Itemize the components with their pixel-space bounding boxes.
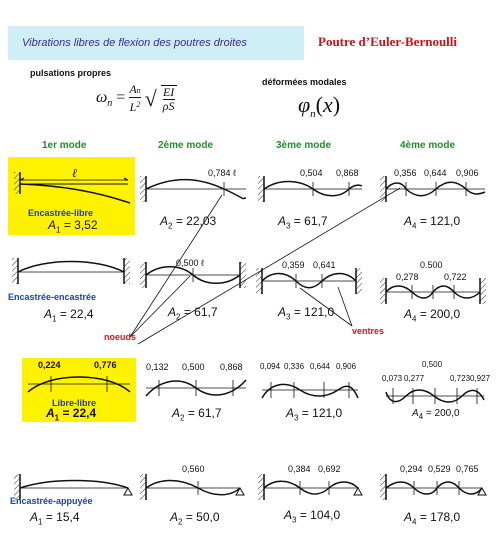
row1-mode4-shape	[380, 176, 485, 202]
ventres-annotation: ventres	[352, 326, 385, 336]
node-label-r3-m2-c: 0,868	[220, 362, 243, 372]
mode-heading-3: 3ème mode	[276, 140, 332, 151]
node-label-r4-m4-b: 0,529	[428, 464, 451, 474]
node-label-r2-m3-b: 0,641	[313, 260, 336, 270]
node-label-r3-m3-d: 0,906	[336, 362, 357, 371]
deformees-label: déformées modales	[262, 77, 347, 87]
node-label-r3-m1-a: 0,224	[38, 360, 61, 370]
node-label-r1-m3-b: 0,868	[336, 168, 359, 178]
node-label-r4-m4-a: 0,294	[400, 464, 423, 474]
mode-heading-4: 4ème mode	[400, 140, 456, 151]
coef-r4-m3: $A_3 = 104,0$	[284, 508, 341, 525]
pulsations-label: pulsations propres	[30, 68, 112, 78]
node-label-r2-m2: 0,500 ℓ	[176, 258, 204, 268]
node-label-r1-m3-a: 0,504	[300, 168, 323, 178]
bc-label-row3: Libre-libre	[52, 398, 97, 408]
length-symbol: ℓ	[72, 166, 77, 180]
omega-formula: $\omega_n$ = $\frac{An}{L^2}$ √ $\frac{EI}{\rho S}$	[96, 82, 175, 114]
node-label-r3-m4-d: 0,723	[450, 374, 471, 383]
coef-r3-m3: $A_3 = 121,0$	[286, 406, 343, 423]
node-label-r1-m4-c: 0,906	[456, 168, 479, 178]
row3-mode2-shape	[146, 380, 246, 396]
page-title: Vibrations libres de flexion des poutres droites	[22, 37, 247, 49]
coef-r2-m3: $A_3 = 121,0$	[278, 305, 335, 322]
coef-r2-m2: $A_2 = 61,7$	[168, 305, 218, 322]
mode-heading-1: 1er mode	[42, 140, 87, 151]
noeuds-annotation: noeuds	[104, 332, 137, 342]
coef-r4-m1: $A_1 = 15,4$	[30, 510, 80, 527]
coef-r3-m2: $A_2 = 61,7$	[172, 406, 222, 423]
node-label-r3-m2-b: 0,500	[182, 362, 205, 372]
phi-formula: $\varphi_n(x)$	[298, 92, 341, 120]
row3-mode1-shape	[28, 376, 130, 392]
coef-r2-m1: $A_1 = 22,4$	[44, 307, 94, 324]
node-label-r1-m4-a: 0,356	[394, 168, 417, 178]
node-label-r3-m3-a: 0,094	[260, 362, 281, 371]
coef-r3-m1: $A_1 = 22,4$	[46, 406, 97, 423]
node-label-r1-m4-b: 0,644	[424, 168, 447, 178]
node-label-r3-m4-e: 0,927	[470, 374, 491, 383]
row3-mode4-shape	[386, 388, 484, 404]
row4-mode4-shape	[380, 474, 486, 500]
node-label-r3-m4-b: 0,073	[382, 374, 403, 383]
bc-label-row1: Encastrée-libre	[28, 208, 94, 218]
coef-r1-m4: $A_4 = 121,0$	[404, 214, 461, 231]
node-label-r3-m4-c: 0,277	[404, 374, 425, 383]
node-label-r4-m2: 0,560	[182, 464, 205, 474]
node-label-r3-m2-a: 0,132	[146, 362, 169, 372]
node-label-r2-m4-c: 0,722	[444, 272, 467, 282]
node-label-r2-m4-a: 0.500	[420, 260, 443, 270]
mode-heading-2: 2ème mode	[158, 140, 214, 151]
node-label-r2-m4-b: 0,278	[396, 272, 419, 282]
node-label-r4-m3-a: 0,384	[288, 464, 311, 474]
node-label-r1-m2: 0,784 ℓ	[208, 168, 236, 178]
row1-mode2-shape	[140, 176, 246, 202]
coef-r1-m3: $A_3 = 61,7$	[278, 214, 328, 231]
page-subtitle: Poutre d’Euler-Bernoulli	[318, 34, 458, 49]
coef-r4-m2: $A_2 = 50,0$	[170, 510, 220, 527]
row3-mode3-shape	[262, 382, 358, 398]
coef-r3-m4: $A_4 = 200,0$	[412, 408, 460, 421]
node-label-r3-m3-b: 0,336	[284, 362, 305, 371]
bc-label-row2: Encastrée-encastrée	[8, 292, 97, 302]
node-label-r4-m3-b: 0,692	[318, 464, 341, 474]
node-label-r3-m3-c: 0,644	[310, 362, 331, 371]
coef-r4-m4: $A_4 = 178,0$	[404, 510, 461, 527]
row4-mode2-shape	[140, 474, 244, 500]
row2-mode1-shape	[12, 258, 130, 284]
row1-mode3-shape	[258, 176, 362, 202]
node-label-r2-m3-a: 0,359	[282, 260, 305, 270]
row4-mode3-shape	[258, 474, 362, 500]
coef-r1-m2: $A_2 = 22,03$	[160, 214, 217, 231]
coef-r1-m1: $A_1 = 3,52$	[48, 218, 98, 235]
coef-r2-m4: $A_4 = 200,0$	[404, 307, 461, 324]
node-label-r3-m4-a: 0,500	[422, 360, 443, 369]
bc-label-row4: Encastrée-appuyée	[10, 496, 93, 506]
row2-mode3-shape	[256, 268, 362, 294]
node-label-r3-m1-b: 0,776	[94, 360, 117, 370]
node-label-r4-m4-c: 0,765	[456, 464, 479, 474]
